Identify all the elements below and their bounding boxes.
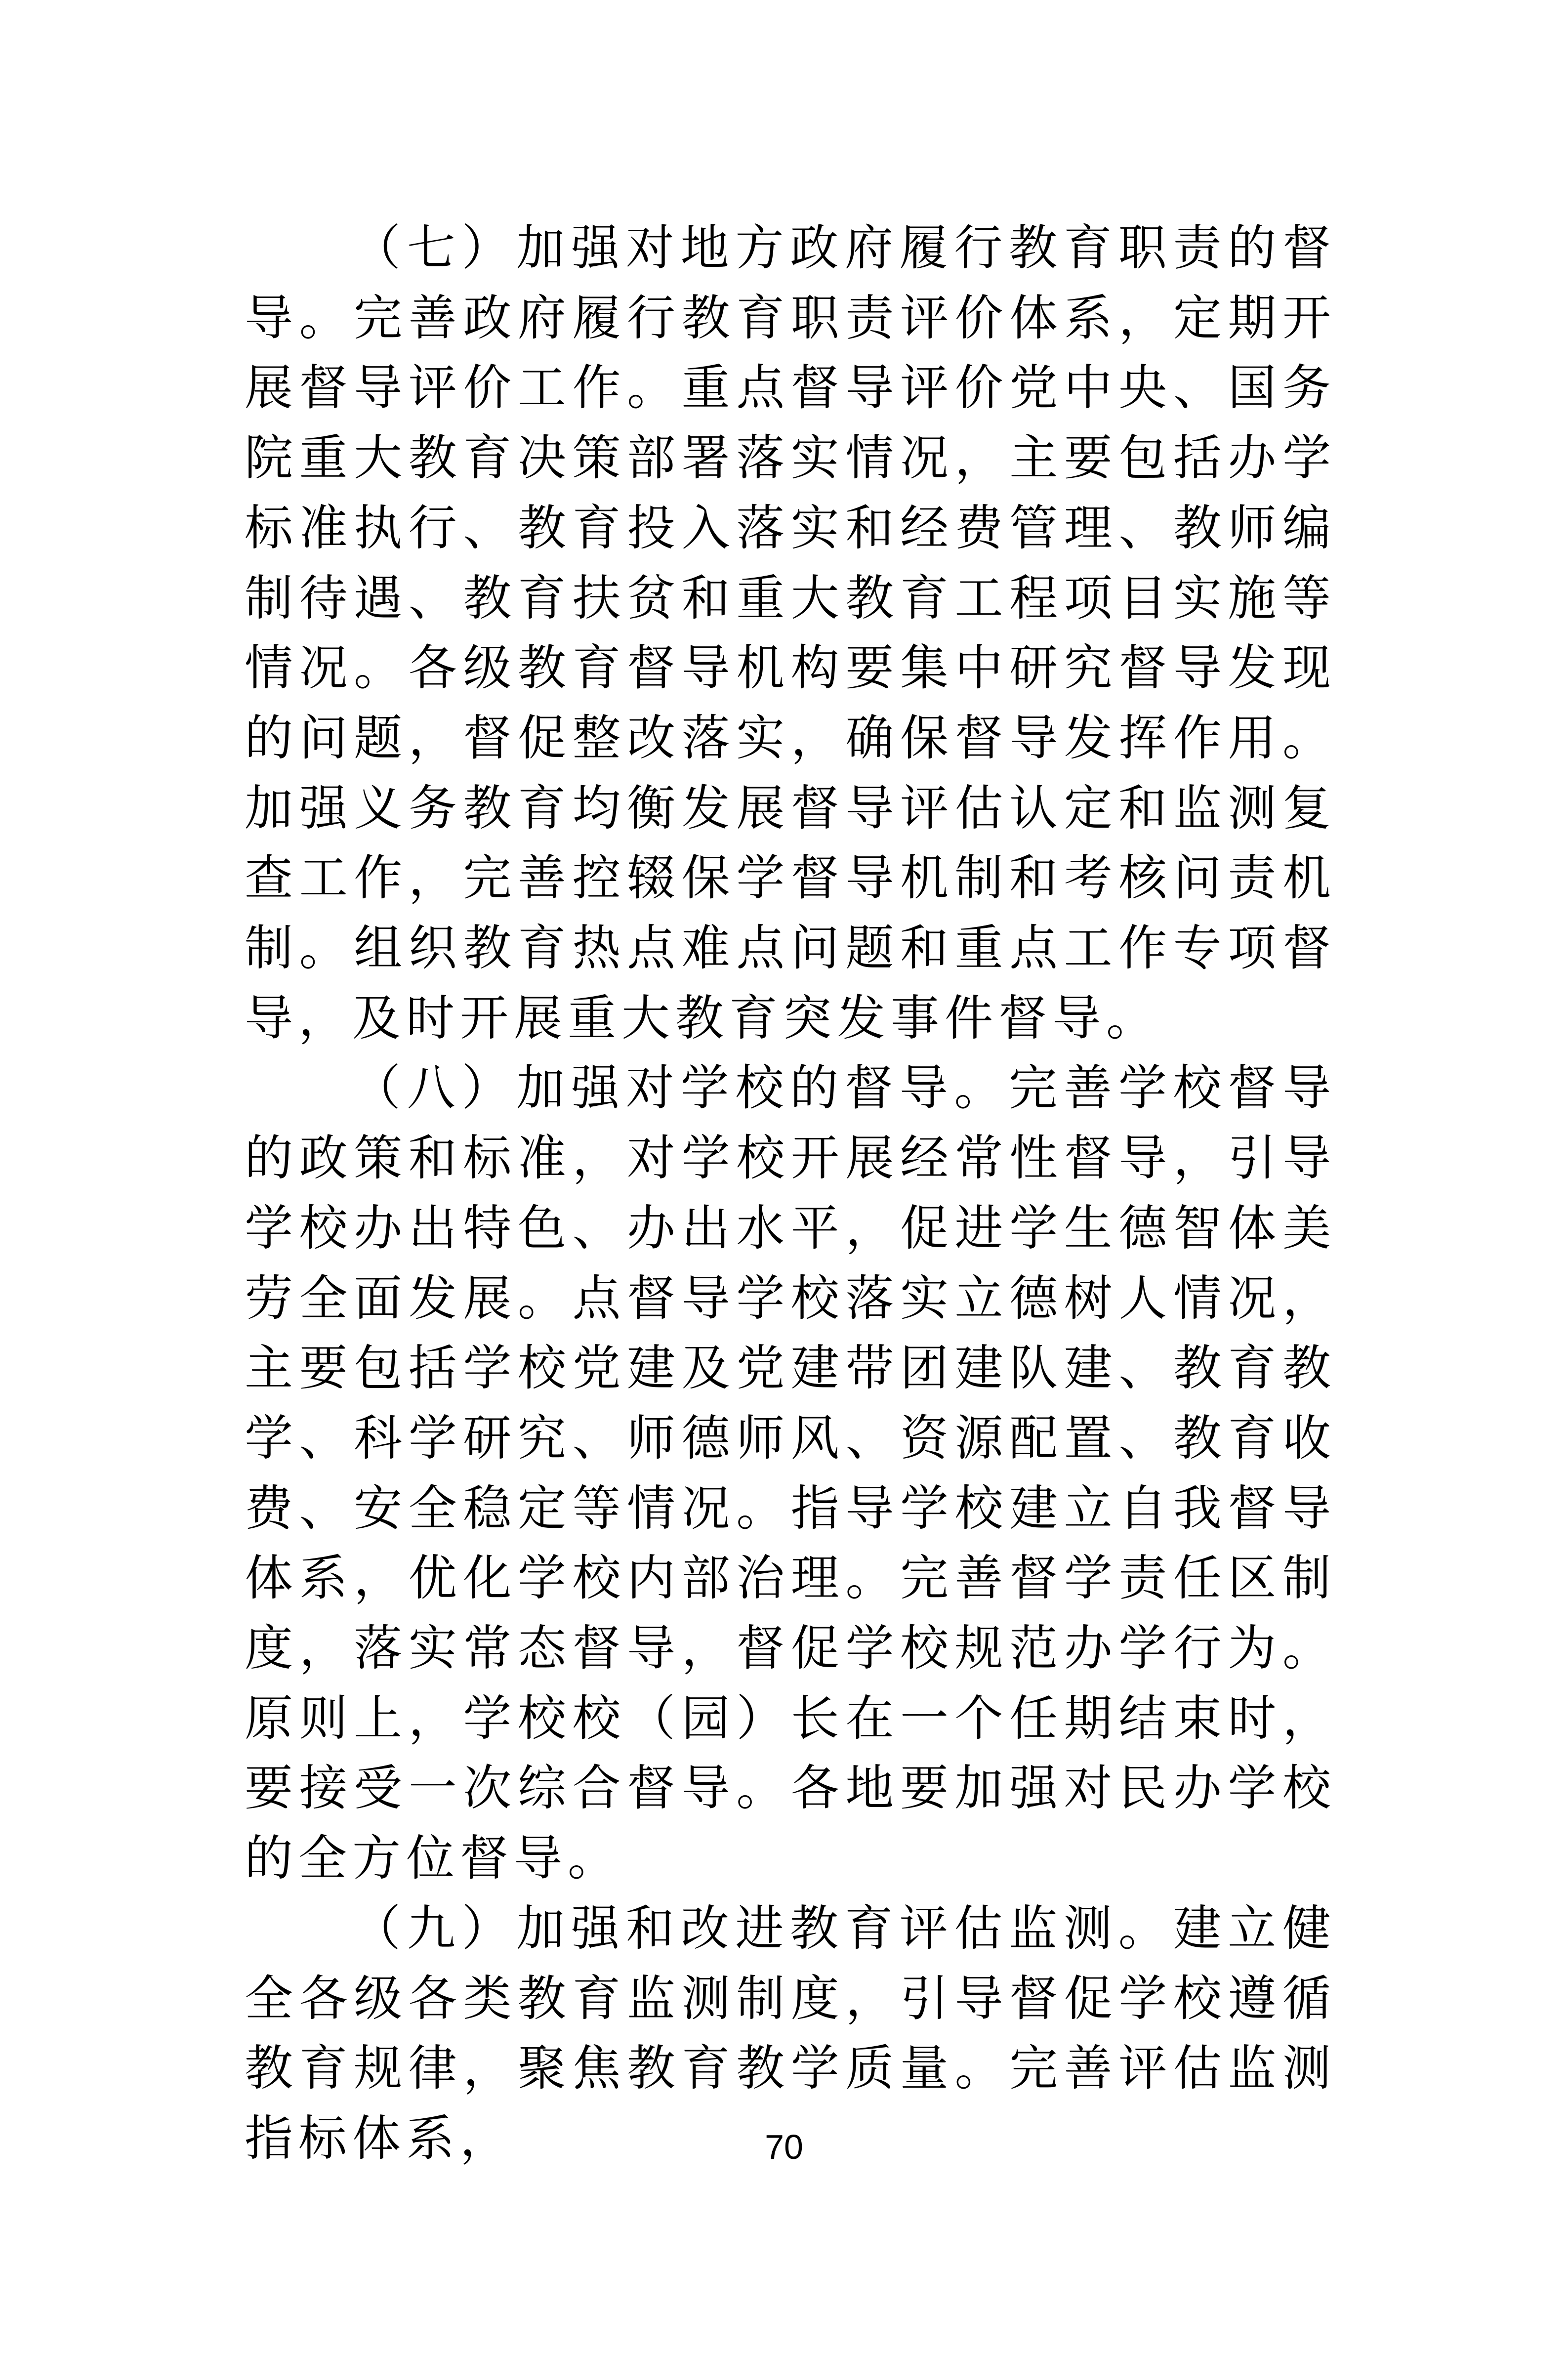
page-number: 70 [765, 2128, 803, 2166]
paragraph-9: （九）加强和改进教育评估监测。建立健全各级各类教育监测制度，引导督促学校遵循教育规律，聚焦教育教学质量。完善评估监测指标体系， [245, 1900, 1336, 2167]
paragraph-7: （七）加强对地方政府履行教育职责的督导。完善政府履行教育职责评价体系，定期开展督导评价工作。重点督导评价党中央、国务院重大教育决策部署落实情况，主要包括办学标准执行、教育投入落实和经费管理、教师编制待遇、教育扶贫和重大教育工程项目实施等情况。各级教育督导机构要集中研究督导发现的问题，督促整改落实，确保督导发挥作用。加强义务教育均衡发展督导评估认定和监测复查工作，完善控辍保学督导机制和考核问责机制。组织教育热点难点问题和重点工作专项督导，及时开展重大教育突发事件督导。 [245, 220, 1336, 1047]
body-text [245, 213, 1336, 2174]
paragraph-8: （八）加强对学校的督导。完善学校督导的政策和标准，对学校开展经常性督导，引导学校办出特色、办出水平，促进学生德智体美劳全面发展。点督导学校落实立德树人情况，主要包括学校党建及党建带团建队建、教育教学、科学研究、师德师风、资源配置、教育收费、安全稳定等情况。指导学校建立自我督导体系，优化学校内部治理。完善督学责任区制度，落实常态督导，督促学校规范办学行为。原则上，学校校（园）长在一个任期结束时，要接受一次综合督导。各地要加强对民办学校的全方位督导。 [245, 1060, 1336, 1887]
